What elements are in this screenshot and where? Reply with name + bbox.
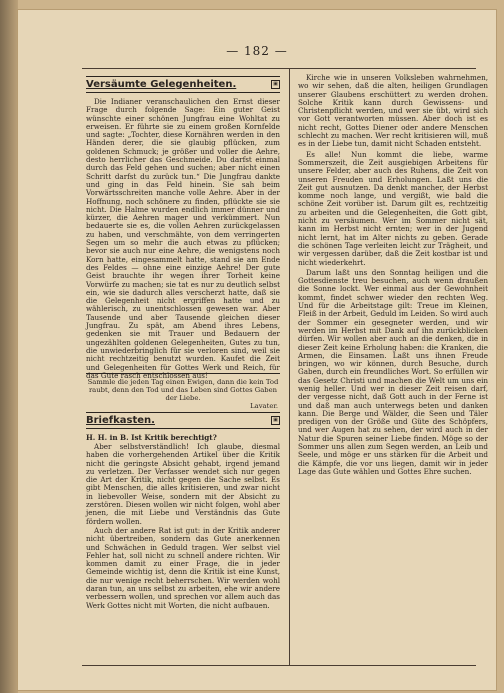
- right-column: [298, 74, 488, 677]
- right-paragraph: Es alle! Nun kommt die liebe, warme Sommerszeit, die Zeit ausgiebigen Arbeitens für unsere Felder, aber auch des Ruhens, die Zeit von unseren Freuden und Erholungen. Laßt uns die Zeit gut ausnutzen. Da denkt mancher, der Herbst komme noch lange, und vergißt, wie bald die schöne Zeit vorüber ist. Darum gilt es, rechtzeitig zu arbeiten und die Gelegenheiten, die Gott gibt, nicht zu versäumen. Wer im Sommer nicht sät, kann im Herbst nicht ernten; wer in der Jugend nicht lernt, hat im Alter nichts zu geben. Gerade die schönen Tage verleiten leicht zur Trägheit, und wir vergessen darüber, daß die Zeit kostbar ist und nicht wiederkehrt.: [298, 149, 488, 267]
- column-divider: [289, 68, 290, 665]
- quote-author: Lavater.: [250, 402, 278, 410]
- left-column: [86, 74, 280, 643]
- ornament-icon: ▣: [271, 416, 280, 425]
- top-rule: [82, 68, 476, 69]
- letter-heading: H. H. in B. Ist Kritik berechtigt?: [86, 433, 217, 442]
- section-heading: Versäumte Gelegenheiten.: [86, 79, 237, 90]
- story-paragraph: Die Indianer veranschaulichen den Ernst dieser Frage durch folgende Sage: Ein guter Geist wünschte einer schönen Jungfrau eine Wohltat zu erweisen. Er führte sie zu einem großen Kornfelde und sagte: „Tochter, diese Kornähren werden in den Händen derer, die sie glaubig pflücken, zum goldenen Schmuck; je größer und voller die Aehre, desto herrlicher das Geschmeide. Du darfst einmal durch das Feld gehen und suchen; aber nicht einen Schritt darfst du zurück tun.“ Die Jungfrau dankte und ging in das Feld hinein. Sie sah beim Vorwärtsschreiten manche volle Aehre. Aber in der Hoffnung, noch schönere zu finden, pflückte sie sie nicht. Die Halme wurden endlich immer dünner und kürzer, die Aehren mager und verkümmert. Nun bedauerte sie es, die vollen Aehren zurückgelassen zu haben, und verschmähte, von dem verringerten Segen um so mehr die auch etwas zu pflücken; bevor sie auch nur eine Aehre, die wenigstens noch Korn hatte, eingesammelt hatte, stand sie am Ende des Feldes — ohne eine einzige Aehre! Der gute Geist brauchte ihr wegen ihrer Torheit keine Vorwürfe zu machen; sie tat es nur zu deutlich selbst ein, wie sie dadurch alles verscherzt hatte, daß sie die Gelegenheit nicht ergriffen hatte und zu wählerisch, zu unentschlossen gewesen war. Aber Tausende und aber Tausende gleichen dieser Jungfrau. Zu spät, am Abend ihres Lebens, gedenken sie mit Trauer und Bedauern der ungezählten goldenen Gelegenheiten, Gutes zu tun, die unwiederbringlich für sie verloren sind, weil sie nicht rechtzeitig benutzt wurden. Kaufet die Zeit und Gelegenheiten für Gottes Werk und Reich, für das Gute rasch entschlossen aus!: [86, 97, 280, 380]
- letter-paragraph: Aber selbstverständlich! Ich glaube, diesmal haben die vorhergehenden Artikel über die Kritik nicht die geringste Absicht gehabt, irgend jemand zu verletzen. Der Verfasser wendet sich nur gegen die Art der Kritik, nicht gegen die Sache selbst. Es gibt Menschen, die alles kritisieren, und zwar nicht in liebevoller Weise, sondern mit der Absicht zu zerstören. Diesen wollen wir nicht folgen, wohl aber jenen, die mit Liebe und Verständnis das Gute fördern wollen.: [86, 442, 280, 526]
- letter-text: [86, 443, 280, 643]
- page-number: — 182 —: [226, 44, 288, 58]
- mailbox-heading-box: [86, 412, 280, 429]
- section-heading-box: [86, 76, 280, 93]
- mailbox-heading: Briefkasten.: [86, 415, 155, 426]
- book-binding: [0, 0, 18, 693]
- right-paragraph: Darum laßt uns den Sonntag heiligen und die Gottesdienste treu besuchen, auch wenn draußen die Sonne lockt. Wer einmal aus der Gewohnheit kommt, findet schwer wieder den rechten Weg. Und für die Arbeitstage gilt: Treue im Kleinen, Fleiß in der Arbeit, Geduld im Leiden. So wird auch der Sommer ein gesegneter werden, und wir werden im Herbst mit Dank auf ihn zurückblicken dürfen. Wir wollen aber auch an die denken, die in dieser Zeit keine Erholung haben: die Kranken, die Armen, die Einsamen. Laßt uns ihnen Freude bringen, wo wir können, durch Besuche, durch Gaben, durch ein freundliches Wort. So erfüllen wir das Gesetz Christi und machen die Welt um uns ein wenig heller. Und wer in dieser Zeit reisen darf, der vergesse nicht, daß Gott auch in der Ferne ist und daß man auch unterwegs beten und danken kann. Die Berge und Wälder, die Seen und Täler predigen von der Größe und Güte des Schöpfers, und wer Augen hat zu sehen, der wird auch in der Natur die Spuren seiner Liebe finden. Möge so der Sommer uns allen zum Segen werden, an Leib und Seele, und möge er uns stärken für die Arbeit und die Kämpfe, die vor uns liegen, damit wir in jeder Lage das Gute wählen und Gottes Ehre suchen.: [298, 267, 488, 476]
- story-text: [86, 97, 280, 380]
- quote: Sammle die jeden Tag einen Ewigen, dann die kein Tod raubt, denn den Tod und das Leben sind Gottes Gaben der Liebe.: [87, 378, 279, 402]
- ornament-icon: ▣: [271, 80, 280, 89]
- bottom-rule: [82, 665, 476, 666]
- book-page: [18, 10, 496, 690]
- right-paragraph: Kirche wie in unseren Volksleben wahrnehmen, wo wir sehen, daß die alten, heiligen Grundlagen unserer Glaubens erschüttert zu werden drohen. Solche Kritik kann durch Gewissens- und Christenpflicht werden, und wer sie übt, wird sich vor Gott verantworten müssen. Aber doch ist es nicht recht, Gottes Diener oder andere Menschen schlecht zu machen. Wer recht kritisieren will, muß es in der Liebe tun, damit nicht Schaden entsteht.: [298, 73, 488, 149]
- right-column-text: [298, 74, 488, 677]
- letter-paragraph: Auch der andere Rat ist gut: in der Kritik anderer nicht übertreiben, sondern das Gute anerkennen und Schwächen in Geduld tragen. Wer selbst viel Fehler hat, soll nicht zu schnell andere richten. Wir kommen damit zu einer Frage, die in jeder Gemeinde wichtig ist, denn die Kritik ist eine Kunst, die nur wenige recht beherrschen. Wir werden wohl daran tun, an uns selbst zu arbeiten, ehe wir andere verbessern wollen, und sprechen vor allem auch das Werk Gottes nicht mit Worten, die nicht aufbauen.: [86, 525, 280, 610]
